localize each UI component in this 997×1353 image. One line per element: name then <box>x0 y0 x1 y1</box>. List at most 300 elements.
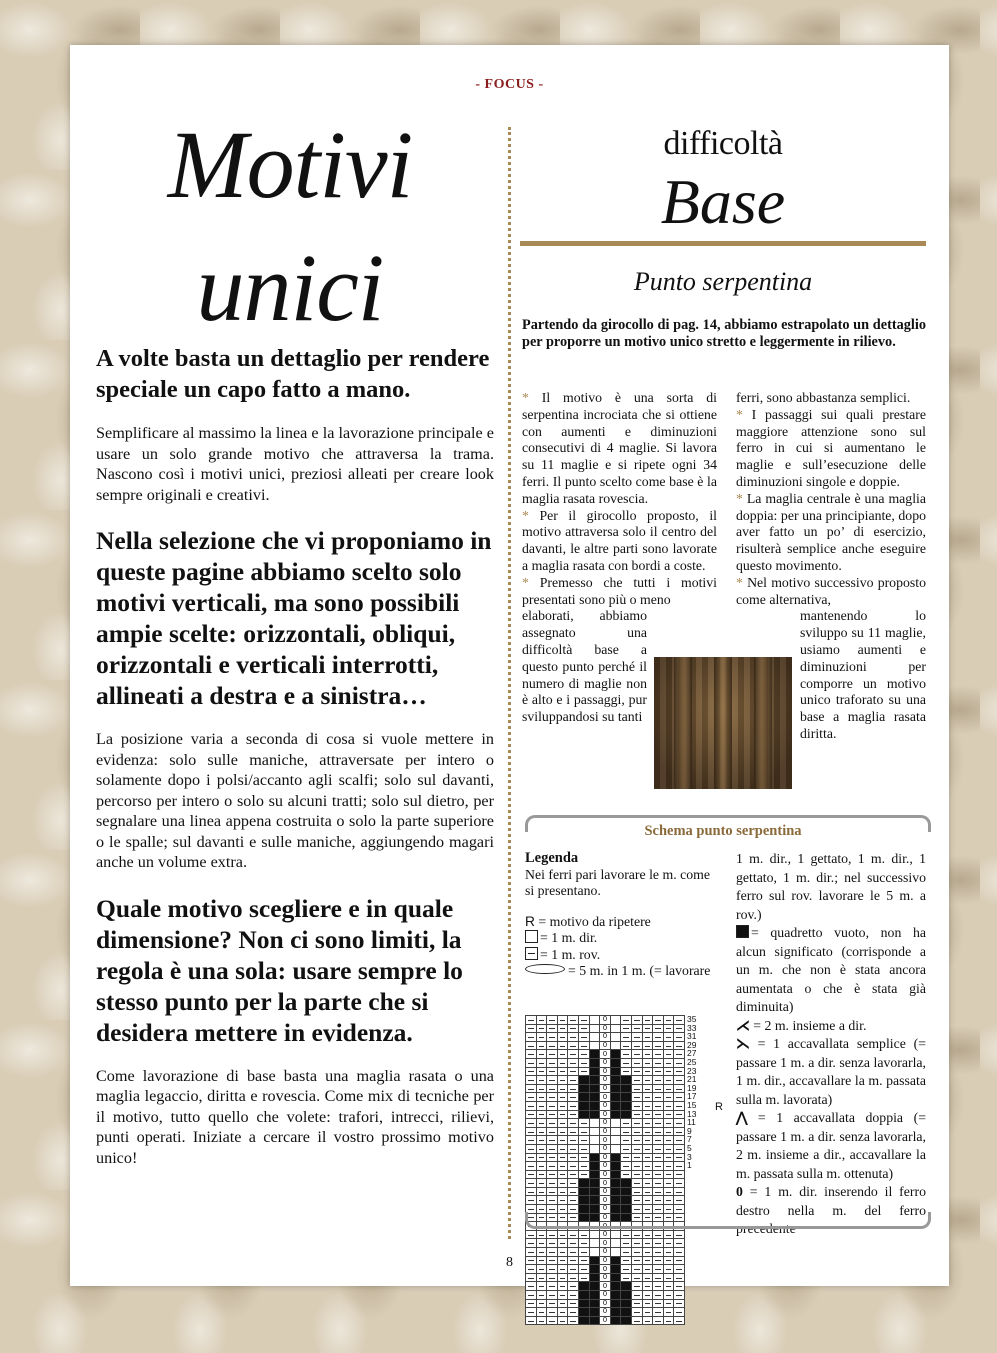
chart-cell <box>631 1316 642 1325</box>
chart-cell <box>547 1230 558 1239</box>
chart-cell <box>589 1136 600 1145</box>
chart-cell <box>568 1239 579 1248</box>
chart-cell <box>557 1127 568 1136</box>
chart-cell <box>610 1230 621 1239</box>
chart-cell <box>526 1110 537 1119</box>
chart-cell <box>557 1187 568 1196</box>
chart-cell <box>557 1170 568 1179</box>
chart-cell <box>568 1041 579 1050</box>
chart-cell <box>631 1273 642 1282</box>
row-number: 27 <box>687 1048 697 1059</box>
chart-cell <box>536 1084 547 1093</box>
chart-cell <box>526 1041 537 1050</box>
row-number: 3 <box>687 1151 692 1162</box>
chart-cell <box>653 1316 664 1325</box>
chart-cell <box>526 1101 537 1110</box>
chart-cell <box>621 1273 632 1282</box>
chart-cell <box>547 1239 558 1248</box>
chart-cell <box>526 1179 537 1188</box>
chart-cell <box>557 1076 568 1085</box>
chart-cell <box>610 1144 621 1153</box>
chart-cell <box>547 1291 558 1300</box>
heading-3: Quale motivo scegliere e in quale dimensione? Non ci sono limiti, la regola è una sola: usare sempre lo stesso punto per la parte che si desidera mettere in evidenza. <box>96 893 463 1047</box>
chart-cell <box>621 1101 632 1110</box>
chart-cell <box>653 1058 664 1067</box>
chart-cell <box>610 1127 621 1136</box>
chart-cell <box>631 1239 642 1248</box>
chart-cell <box>674 1308 685 1317</box>
chart-cell <box>642 1041 653 1050</box>
chart-cell <box>578 1153 589 1162</box>
chart-cell <box>610 1084 621 1093</box>
chart-cell <box>621 1058 632 1067</box>
chart-cell <box>526 1153 537 1162</box>
chart-cell <box>589 1239 600 1248</box>
chart-cell <box>631 1291 642 1300</box>
chart-cell <box>547 1187 558 1196</box>
legend-item-sk2p: ⋀ = 1 accavallata doppia (= passare 1 m. a dir. senza lavorarla, 2 m. insieme a dir., accavallare la m. passata sulla m. ottenuta) <box>736 1110 926 1181</box>
chart-cell: 0 <box>600 1170 611 1179</box>
chart-cell <box>547 1050 558 1059</box>
chart-cell <box>578 1239 589 1248</box>
chart-cell <box>653 1101 664 1110</box>
chart-cell <box>589 1041 600 1050</box>
chart-cell <box>621 1016 632 1025</box>
chart-cell <box>547 1136 558 1145</box>
chart-cell <box>610 1110 621 1119</box>
row-number: 33 <box>687 1022 697 1033</box>
chart-cell <box>557 1282 568 1291</box>
chart-cell <box>674 1058 685 1067</box>
chart-cell <box>663 1282 674 1291</box>
chart-cell <box>631 1230 642 1239</box>
chart-cell: 0 <box>600 1162 611 1171</box>
row-number: 11 <box>687 1117 696 1128</box>
chart-cell <box>547 1308 558 1317</box>
chart-cell <box>526 1291 537 1300</box>
row-number: 29 <box>687 1039 697 1050</box>
chart-cell <box>663 1110 674 1119</box>
chart-cell <box>557 1084 568 1093</box>
chart-cell <box>568 1076 579 1085</box>
chart-cell <box>653 1127 664 1136</box>
chart-cell <box>663 1067 674 1076</box>
column-divider <box>508 127 511 1239</box>
chart-cell <box>578 1308 589 1317</box>
chart-cell <box>610 1273 621 1282</box>
chart-cell <box>642 1076 653 1085</box>
chart-cell <box>568 1187 579 1196</box>
legend-column-2 <box>736 850 926 1239</box>
chart-cell <box>631 1110 642 1119</box>
col2-paragraph: * La maglia centrale è una maglia doppia: per una principiante, dopo aver fatto un po’ di esercizio, risulterà semplice anche eseguire questo movimento. <box>736 490 926 573</box>
chart-cell <box>589 1170 600 1179</box>
chart-cell <box>578 1162 589 1171</box>
chart-cell <box>663 1024 674 1033</box>
chart-cell: 0 <box>600 1127 611 1136</box>
chart-cell <box>653 1196 664 1205</box>
chart-cell <box>589 1093 600 1102</box>
chart-cell <box>589 1196 600 1205</box>
chart-cell <box>610 1153 621 1162</box>
knit-symbol-icon <box>525 930 538 943</box>
chart-cell <box>547 1170 558 1179</box>
chart-cell <box>653 1093 664 1102</box>
chart-cell <box>642 1153 653 1162</box>
chart-cell: 0 <box>600 1119 611 1128</box>
chart-cell <box>578 1076 589 1085</box>
chart-cell <box>536 1067 547 1076</box>
chart-cell <box>631 1282 642 1291</box>
paragraph-1: Semplificare al massimo la linea e la lavorazione principale e usare un solo grande motivo che attraversa la trama. Nascono così i motivi unici, preziosi alleati per creare look sempre originali e creativi. <box>96 424 494 504</box>
chart-cell <box>547 1273 558 1282</box>
col1-paragraph: * Il motivo è una sorta di serpentina incrociata che si ottiene con aumenti e diminuzioni consecutivi di 4 maglie. Si lavora su 11 maglie e si ripete ogni 34 ferri. Il punto scelto come base è la maglia rasata rovescia. <box>522 390 717 506</box>
chart-cell <box>653 1239 664 1248</box>
chart-cell <box>631 1136 642 1145</box>
row-number: 1 <box>687 1160 692 1171</box>
chart-cell <box>653 1050 664 1059</box>
chart-cell <box>621 1196 632 1205</box>
chart-cell <box>589 1058 600 1067</box>
heading-2: Nella selezione che vi proponiamo in queste pagine abbiamo scelto solo motivi verticali, ma sono possibili ampie scelte: orizzontali, obliqui, orizzontali e verticali interrotti, allineati a destra e a sinistra… <box>96 526 492 710</box>
col2-wrap-text: mantenendo lo sviluppo su 11 maglie, usiamo aumenti e diminuzioni per comporre un motivo unico traforato su una base a maglia rasata diritta. <box>800 608 926 741</box>
page-title-line-2: unici <box>196 234 384 341</box>
chart-cell <box>621 1119 632 1128</box>
chart-cell <box>578 1291 589 1300</box>
chart-cell <box>653 1084 664 1093</box>
chart-cell <box>610 1076 621 1085</box>
chart-cell <box>589 1308 600 1317</box>
chart-cell <box>557 1153 568 1162</box>
chart-cell <box>568 1179 579 1188</box>
oval-symbol-icon <box>525 964 565 974</box>
legend-item-skp: ⋋ = 1 accavallata semplice (= passare 1 m. a dir. senza lavorarla, 1 m. dir., accavallare la m. passata sulla m. lavorata) <box>736 1036 927 1107</box>
chart-cell <box>610 1050 621 1059</box>
chart-cell <box>642 1196 653 1205</box>
chart-cell <box>578 1016 589 1025</box>
chart-cell <box>568 1067 579 1076</box>
chart-cell <box>663 1316 674 1325</box>
chart-cell <box>568 1024 579 1033</box>
schema-bottom-brace <box>525 1212 931 1229</box>
chart-cell <box>536 1024 547 1033</box>
chart-cell <box>526 1093 537 1102</box>
chart-cell <box>610 1067 621 1076</box>
chart-cell <box>674 1316 685 1325</box>
chart-cell <box>526 1230 537 1239</box>
chart-cell <box>642 1033 653 1042</box>
chart-cell <box>589 1316 600 1325</box>
chart-cell <box>568 1033 579 1042</box>
chart-cell <box>547 1316 558 1325</box>
row-number: 21 <box>687 1074 697 1085</box>
chart-cell <box>663 1291 674 1300</box>
chart-cell <box>631 1033 642 1042</box>
chart-cell <box>663 1119 674 1128</box>
chart-cell <box>610 1136 621 1145</box>
chart-cell <box>653 1041 664 1050</box>
chart-cell <box>642 1024 653 1033</box>
intro-text: Partendo da girocollo di pag. 14, abbiamo estrapolato un dettaglio per proporre un motivo unico stretto e leggermente in rilievo. <box>522 317 926 350</box>
chart-cell <box>621 1127 632 1136</box>
chart-cell <box>578 1084 589 1093</box>
chart-cell <box>631 1153 642 1162</box>
chart-cell <box>526 1050 537 1059</box>
chart-cell <box>578 1144 589 1153</box>
chart-cell <box>621 1170 632 1179</box>
chart-cell <box>557 1316 568 1325</box>
chart-cell <box>642 1101 653 1110</box>
chart-cell <box>578 1299 589 1308</box>
chart-cell <box>674 1127 685 1136</box>
chart-cell <box>621 1153 632 1162</box>
chart-cell <box>526 1170 537 1179</box>
chart-cell <box>589 1162 600 1171</box>
chart-cell <box>568 1050 579 1059</box>
chart-cell <box>674 1084 685 1093</box>
chart-cell <box>536 1239 547 1248</box>
chart-cell <box>663 1196 674 1205</box>
chart-cell <box>536 1041 547 1050</box>
chart-cell: 0 <box>600 1213 611 1222</box>
chart-cell <box>589 1179 600 1188</box>
chart-cell: 0 <box>600 1265 611 1274</box>
chart-cell <box>610 1119 621 1128</box>
chart-cell <box>653 1016 664 1025</box>
chart-cell <box>536 1179 547 1188</box>
chart-cell <box>642 1170 653 1179</box>
chart-cell <box>653 1170 664 1179</box>
chart-cell <box>674 1050 685 1059</box>
chart-cell <box>631 1076 642 1085</box>
chart-cell <box>653 1230 664 1239</box>
chart-cell: 0 <box>600 1239 611 1248</box>
chart-cell <box>557 1050 568 1059</box>
chart-cell <box>589 1033 600 1042</box>
chart-cell <box>578 1050 589 1059</box>
chart-cell <box>642 1162 653 1171</box>
chart-cell <box>621 1179 632 1188</box>
chart-cell <box>653 1076 664 1085</box>
chart-cell <box>557 1196 568 1205</box>
chart-cell <box>568 1170 579 1179</box>
chart-cell <box>589 1291 600 1300</box>
row-number: 13 <box>687 1108 697 1119</box>
chart-cell <box>568 1282 579 1291</box>
chart-cell <box>557 1093 568 1102</box>
chart-cell <box>557 1291 568 1300</box>
chart-cell <box>557 1058 568 1067</box>
chart-cell <box>621 1041 632 1050</box>
chart-cell <box>536 1110 547 1119</box>
chart-cell <box>610 1196 621 1205</box>
row-number: 7 <box>687 1134 692 1145</box>
chart-cell <box>589 1076 600 1085</box>
chart-cell <box>663 1162 674 1171</box>
chart-cell <box>589 1144 600 1153</box>
chart-cell <box>663 1299 674 1308</box>
chart-cell <box>653 1273 664 1282</box>
paragraph-3: Come lavorazione di base basta una maglia rasata o una maglia legaccio, diritta e rovescia. Come mix di tecniche per il motivo, tutto quello che volete: trafori, intrecci, rilievi, punti operati. Iniziate a cercare il vostro prossimo motivo unico! <box>96 1066 494 1167</box>
chart-cell <box>589 1024 600 1033</box>
chart-cell <box>674 1024 685 1033</box>
legend-cont: 1 m. dir., 1 gettato, 1 m. dir., 1 gettato, 1 m. dir.; nel successivo ferro sul rov. lavorare le 5 m. a rov.) <box>736 851 926 922</box>
chart-cell <box>536 1196 547 1205</box>
chart-cell <box>631 1084 642 1093</box>
legend-item-empty: = quadretto vuoto, non ha alcun significato (corrisponde a un m. che non è stata ancora aumentata o che è stata già diminuita) <box>736 925 926 1014</box>
chart-cell <box>674 1230 685 1239</box>
chart-cell <box>621 1162 632 1171</box>
chart-cell <box>568 1016 579 1025</box>
heading-1: A volte basta un dettaglio per rendere speciale un capo fatto a mano. <box>96 345 490 403</box>
chart-cell <box>557 1136 568 1145</box>
chart-cell <box>631 1067 642 1076</box>
chart-cell <box>653 1144 664 1153</box>
chart-cell <box>642 1093 653 1102</box>
chart-cell <box>526 1084 537 1093</box>
chart-cell <box>631 1050 642 1059</box>
chart-cell: 0 <box>600 1316 611 1325</box>
chart-cell <box>578 1067 589 1076</box>
chart-cell: 0 <box>600 1282 611 1291</box>
chart-cell <box>663 1058 674 1067</box>
chart-cell <box>631 1187 642 1196</box>
chart-cell <box>610 1179 621 1188</box>
chart-cell <box>578 1179 589 1188</box>
chart-cell <box>674 1041 685 1050</box>
legend-item-k-below: 0 = 1 m. dir. inserendo il ferro destro nella m. del ferro precedente <box>736 1184 926 1236</box>
chart-cell <box>526 1308 537 1317</box>
chart-cell: 0 <box>600 1024 611 1033</box>
chart-cell <box>663 1230 674 1239</box>
chart-cell <box>526 1067 537 1076</box>
chart-cell <box>578 1127 589 1136</box>
chart-cell: 0 <box>600 1033 611 1042</box>
chart-cell <box>653 1282 664 1291</box>
chart-cell <box>674 1119 685 1128</box>
magazine-page <box>70 45 949 1325</box>
chart-cell <box>631 1119 642 1128</box>
chart-cell <box>642 1067 653 1076</box>
chart-cell <box>526 1058 537 1067</box>
chart-cell <box>557 1119 568 1128</box>
chart-cell <box>526 1024 537 1033</box>
chart-cell: 0 <box>600 1291 611 1300</box>
row-number: 17 <box>687 1091 697 1102</box>
chart-cell <box>536 1101 547 1110</box>
chart-cell <box>610 1282 621 1291</box>
chart-cell <box>547 1282 558 1291</box>
chart-cell <box>642 1058 653 1067</box>
chart-cell <box>536 1016 547 1025</box>
chart-cell <box>568 1084 579 1093</box>
row-number: 35 <box>687 1014 697 1024</box>
chart-cell <box>621 1110 632 1119</box>
row-number: 9 <box>687 1125 692 1136</box>
chart-cell <box>547 1076 558 1085</box>
chart-cell <box>663 1050 674 1059</box>
chart-cell <box>642 1136 653 1145</box>
empty-square-icon <box>736 925 749 938</box>
chart-cell <box>578 1170 589 1179</box>
chart-cell <box>547 1153 558 1162</box>
knit-sample-photo <box>654 657 792 789</box>
chart-cell <box>526 1239 537 1248</box>
chart-cell <box>536 1050 547 1059</box>
chart-cell <box>663 1136 674 1145</box>
chart-cell: 0 <box>600 1136 611 1145</box>
chart-cell <box>621 1050 632 1059</box>
chart-cell <box>663 1144 674 1153</box>
chart-cell <box>642 1230 653 1239</box>
gold-rule <box>520 241 926 246</box>
col2-paragraph: ferri, sono abbastanza semplici. <box>736 390 911 405</box>
chart-cell <box>547 1033 558 1042</box>
chart-cell <box>621 1144 632 1153</box>
chart-cell <box>621 1187 632 1196</box>
chart-cell <box>663 1153 674 1162</box>
chart-cell <box>674 1110 685 1119</box>
chart-cell <box>621 1316 632 1325</box>
chart-cell <box>536 1127 547 1136</box>
chart-cell <box>557 1273 568 1282</box>
chart-cell <box>578 1093 589 1102</box>
chart-cell <box>621 1067 632 1076</box>
left-column <box>96 343 494 1168</box>
chart-cell <box>631 1024 642 1033</box>
chart-cell: 0 <box>600 1084 611 1093</box>
chart-cell <box>536 1136 547 1145</box>
chart-cell <box>663 1101 674 1110</box>
chart-cell <box>674 1016 685 1025</box>
chart-cell <box>621 1084 632 1093</box>
chart-cell <box>631 1093 642 1102</box>
chart-cell <box>536 1187 547 1196</box>
chart-cell <box>621 1093 632 1102</box>
chart-cell: 0 <box>600 1058 611 1067</box>
chart-cell <box>547 1127 558 1136</box>
chart-cell <box>557 1016 568 1025</box>
chart-cell <box>568 1316 579 1325</box>
chart-cell: 0 <box>600 1230 611 1239</box>
chart-cell <box>631 1101 642 1110</box>
chart-cell: 0 <box>600 1050 611 1059</box>
difficulty-label: difficoltà <box>663 125 783 162</box>
chart-cell <box>557 1024 568 1033</box>
chart-cell <box>526 1144 537 1153</box>
chart-cell <box>568 1196 579 1205</box>
chart-cell <box>621 1136 632 1145</box>
chart-cell <box>547 1299 558 1308</box>
page-title-line-1: Motivi <box>167 111 413 218</box>
col2-paragraph: * Nel motivo successivo proposto come alternativa, <box>736 574 926 607</box>
chart-cell <box>642 1119 653 1128</box>
chart-cell <box>642 1299 653 1308</box>
legend-item-purl: = 1 m. rov. <box>525 947 720 964</box>
col1-paragraph: * Per il girocollo proposto, il motivo attraversa solo il centro del davanti, le altre parti sono lavorate a maglia rasata con bordi a coste. <box>522 507 717 573</box>
chart-cell <box>547 1119 558 1128</box>
chart-cell <box>653 1024 664 1033</box>
chart-cell <box>568 1144 579 1153</box>
chart-cell <box>536 1299 547 1308</box>
chart-cell <box>557 1230 568 1239</box>
chart-cell <box>557 1101 568 1110</box>
chart-cell <box>578 1119 589 1128</box>
chart-cell <box>610 1299 621 1308</box>
chart-cell <box>568 1127 579 1136</box>
chart-cell <box>536 1282 547 1291</box>
chart-cell <box>578 1316 589 1325</box>
